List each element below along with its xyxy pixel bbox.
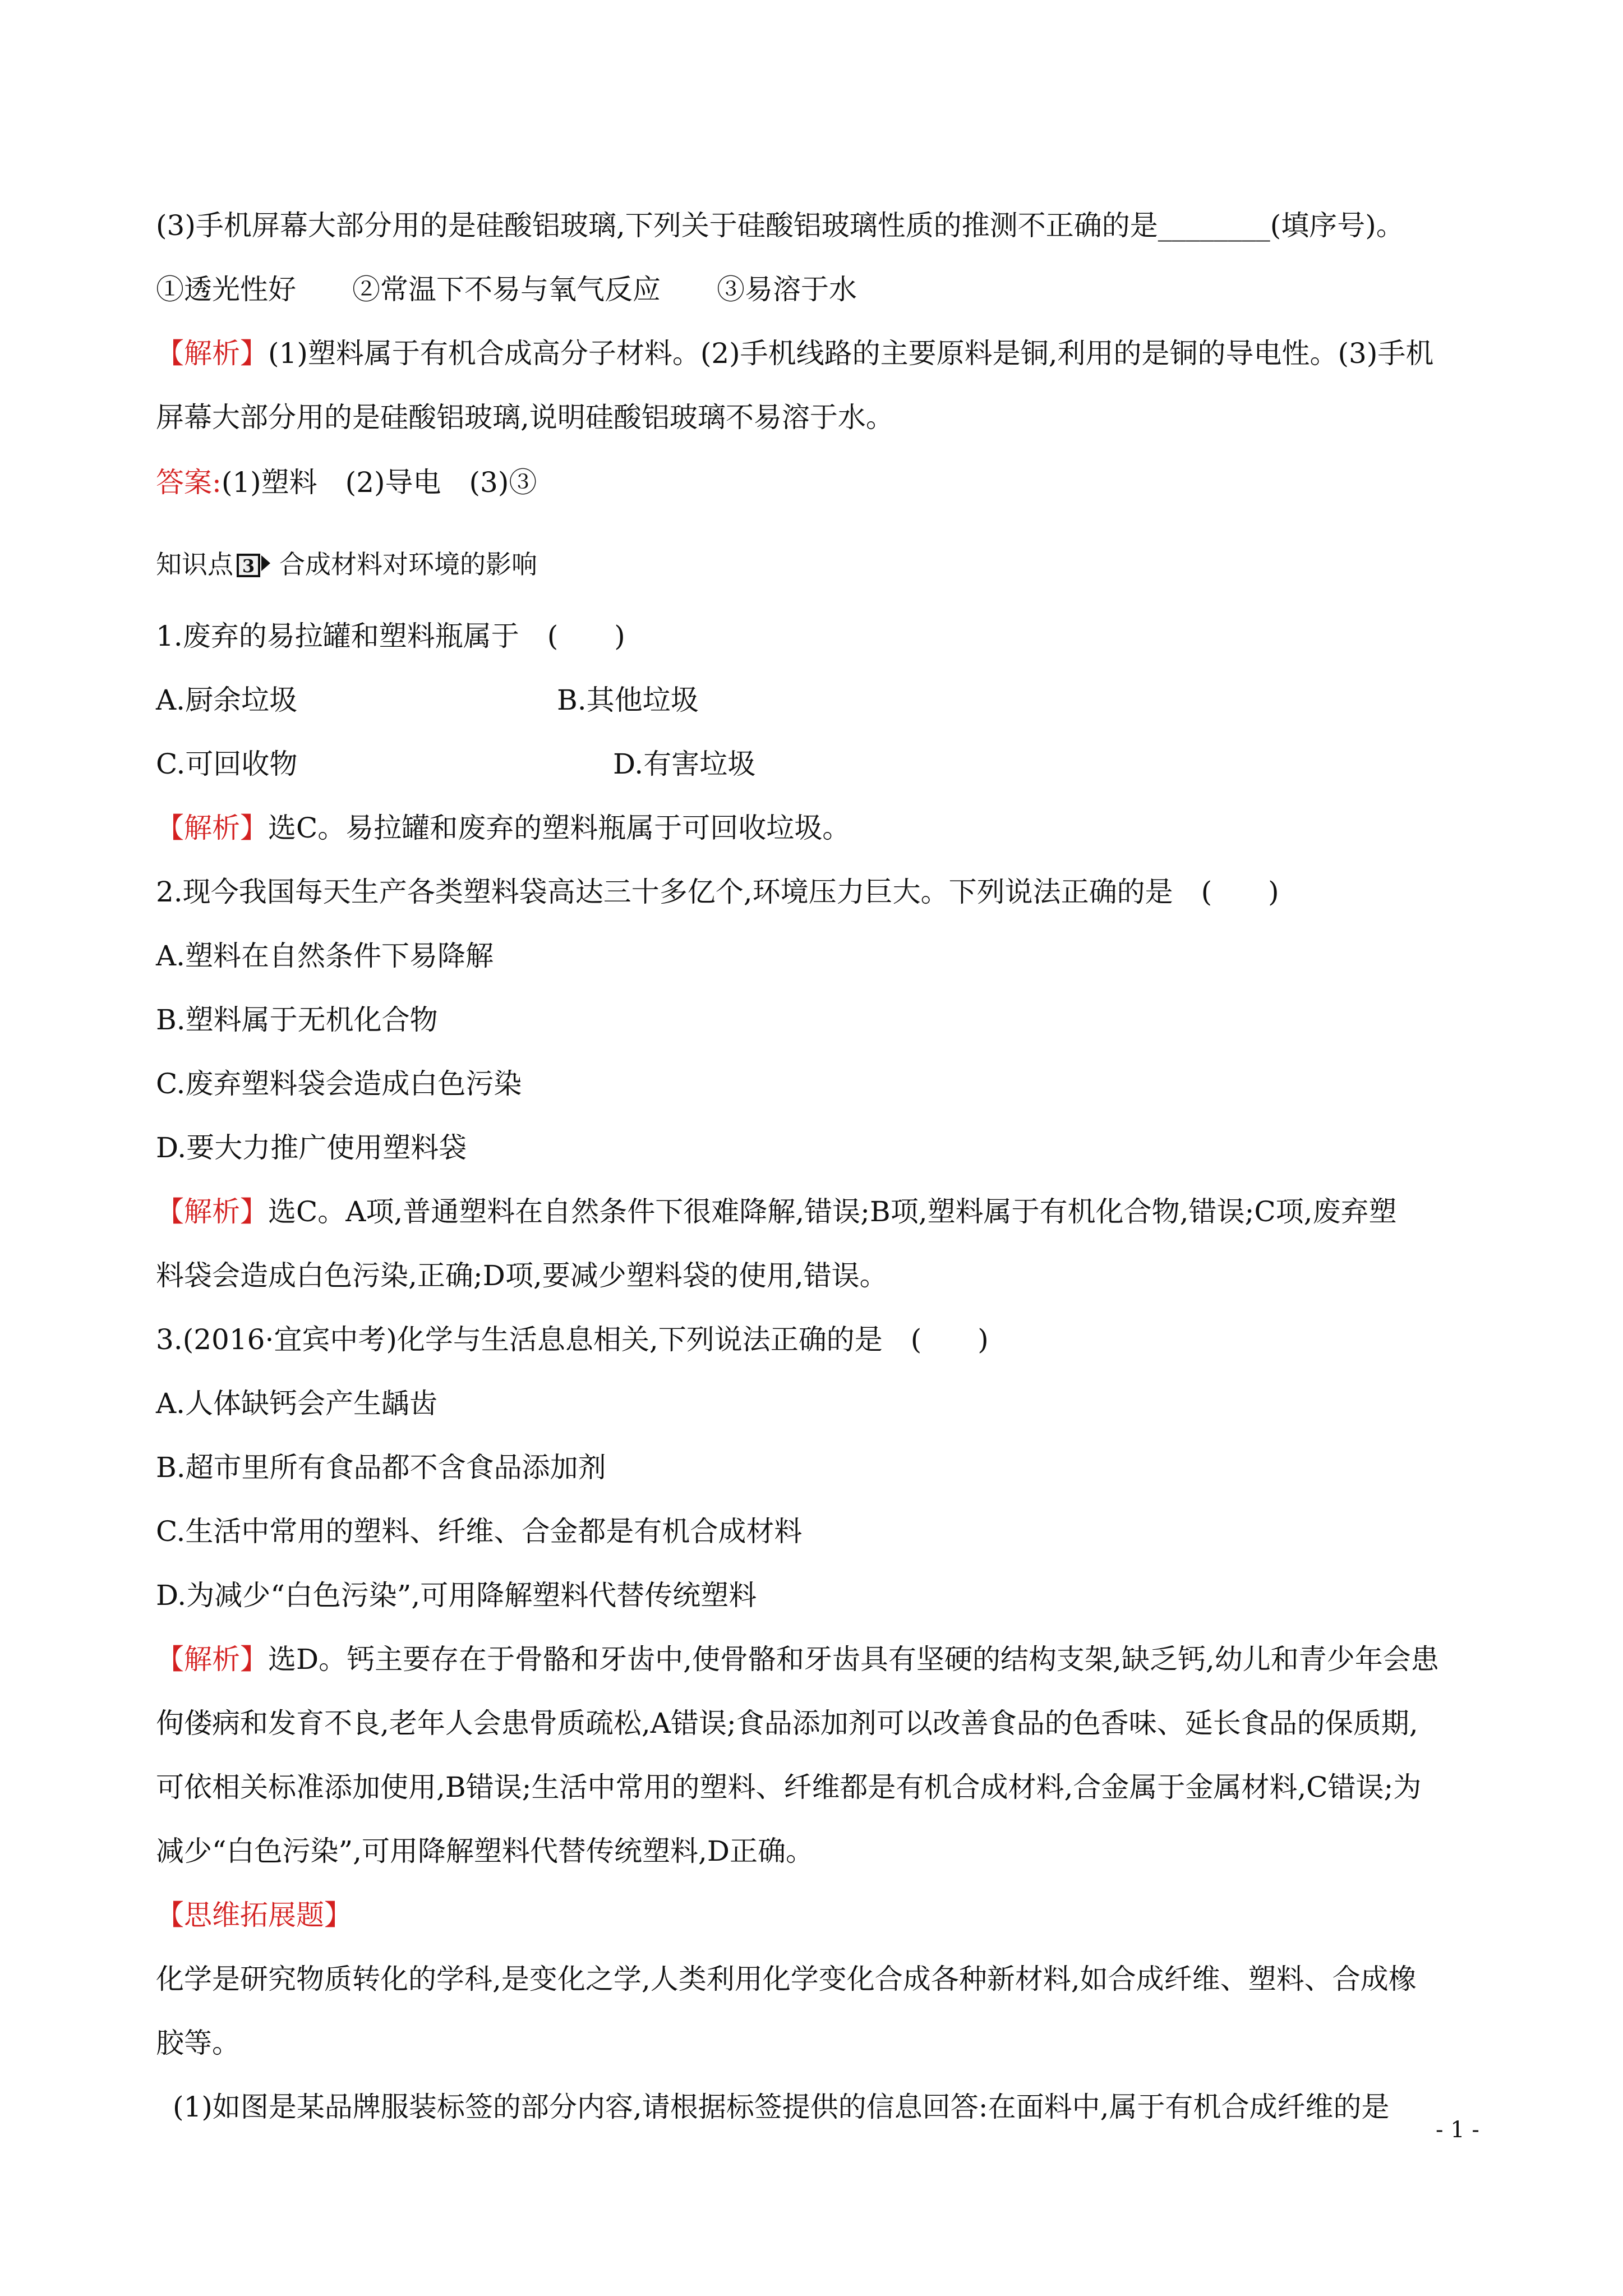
question-1-analysis: 【解析】选C。易拉罐和废弃的塑料瓶属于可回收垃圾。 <box>156 812 851 844</box>
knowledge-point-number-icon: 3 <box>237 554 260 577</box>
knowledge-point-heading: 知识点 3 合成材料对环境的影响 <box>156 549 537 579</box>
question-3b-analysis-line-1: 【解析】选D。钙主要存在于骨骼和牙齿中,使骨骼和牙齿具有坚硬的结构支架,缺乏钙,幼儿和青少年会患 <box>156 1643 1439 1676</box>
question-3b-option-d: D.为减少“白色污染”,可用降解塑料代替传统塑料 <box>156 1579 757 1612</box>
expand-section-title: 【思维拓展题】 <box>156 1899 352 1931</box>
question-3b-stem: 3.(2016·宜宾中考)化学与生活息息相关,下列说法正确的是 ( ) <box>156 1323 989 1356</box>
question-3b-option-b: B.超市里所有食品都不含食品添加剂 <box>156 1451 606 1484</box>
option-a: A.厨余垃圾 <box>156 684 298 716</box>
option-d: D.有害垃圾 <box>613 748 756 780</box>
page-number: - 1 - <box>1436 2117 1479 2143</box>
knowledge-point-title: 合成材料对环境的影响 <box>279 549 537 579</box>
expand-intro-line-2: 胶等。 <box>156 2027 240 2059</box>
question-3b-option-c: C.生活中常用的塑料、纤维、合金都是有机合成材料 <box>156 1515 803 1548</box>
option-c: C.可回收物 <box>156 748 298 780</box>
answer-text: (1)塑料 (2)导电 (3)③ <box>221 466 537 499</box>
expand-question-1: (1)如图是某品牌服装标签的部分内容,请根据标签提供的信息回答:在面料中,属于有机合成纤维的是 <box>173 2091 1390 2123</box>
question-3b-analysis-line-3: 可依相关标准添加使用,B错误;生活中常用的塑料、纤维都是有机合成材料,合金属于金属材料,C错误;为 <box>156 1771 1422 1803</box>
question-1-options-row-2 <box>156 747 1491 781</box>
triangle-arrow-icon <box>261 555 270 571</box>
question-1-options-row-1 <box>156 683 1491 717</box>
analysis-1-line-2: 屏幕大部分用的是硅酸铝玻璃,说明硅酸铝玻璃不易溶于水。 <box>156 401 894 434</box>
question-3-stem: (3)手机屏幕大部分用的是硅酸铝玻璃,下列关于硅酸铝玻璃性质的推测不正确的是________(填序号)。 <box>156 209 1404 242</box>
question-2-option-c: C.废弃塑料袋会造成白色污染 <box>156 1068 522 1100</box>
question-1-stem: 1.废弃的易拉罐和塑料瓶属于 ( ) <box>156 620 625 652</box>
question-3b-option-a: A.人体缺钙会产生龋齿 <box>156 1387 438 1420</box>
analysis-1-line-1: 【解析】(1)塑料属于有机合成高分子材料。(2)手机线路的主要原料是铜,利用的是铜的导电性。(3)手机 <box>156 337 1434 370</box>
analysis-tag: 【解析】 <box>156 337 268 370</box>
question-2-stem: 2.现今我国每天生产各类塑料袋高达三十多亿个,环境压力巨大。下列说法正确的是 ( ) <box>156 876 1279 908</box>
question-2-option-b: B.塑料属于无机化合物 <box>156 1004 438 1036</box>
question-3-options: ①透光性好 ②常温下不易与氧气反应 ③易溶于水 <box>156 273 857 306</box>
answer-label: 答案: <box>156 466 222 499</box>
option-b: B.其他垃圾 <box>557 684 699 716</box>
question-2-option-d: D.要大力推广使用塑料袋 <box>156 1131 467 1164</box>
question-2-analysis-line-1: 【解析】选C。A项,普通塑料在自然条件下很难降解,错误;B项,塑料属于有机化合物,错误;C项,废弃塑 <box>156 1195 1397 1228</box>
question-3b-analysis-line-4: 减少“白色污染”,可用降解塑料代替传统塑料,D正确。 <box>156 1835 814 1867</box>
answer-line <box>156 466 1491 499</box>
question-2-analysis-line-2: 料袋会造成白色污染,正确;D项,要减少塑料袋的使用,错误。 <box>156 1259 888 1292</box>
expand-intro-line-1: 化学是研究物质转化的学科,是变化之学,人类利用化学变化合成各种新材料,如合成纤维、塑料、合成橡 <box>156 1963 1417 1995</box>
question-2-option-a: A.塑料在自然条件下易降解 <box>156 940 494 972</box>
question-3b-analysis-line-2: 佝偻病和发育不良,老年人会患骨质疏松,A错误;食品添加剂可以改善食品的色香味、延长食品的保质期, <box>156 1707 1418 1740</box>
